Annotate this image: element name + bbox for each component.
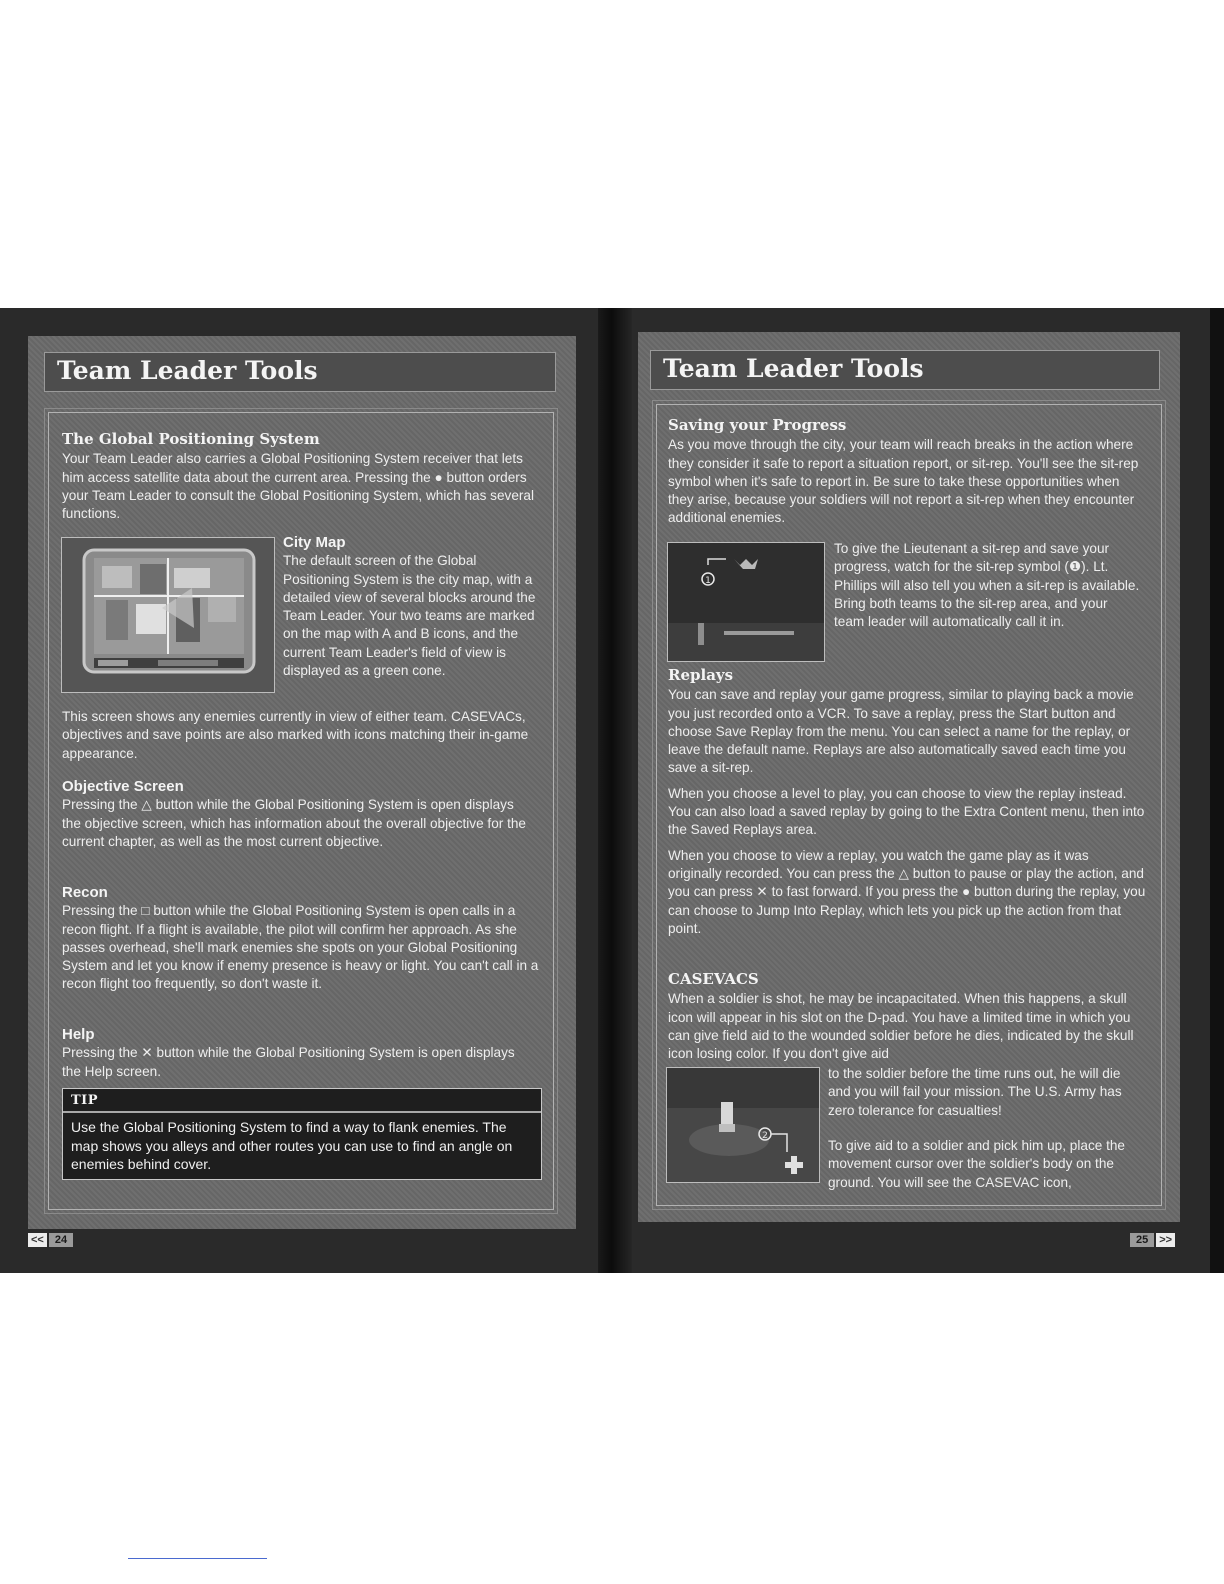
map-screen-note: This screen shows any enemies currently in view of either team. CASEVACs, objectives and save points are also marked with icons matching their in-game appearance. bbox=[62, 709, 529, 761]
objective-heading: Objective Screen bbox=[62, 778, 184, 795]
saving-body: As you move through the city, your team will reach breaks in the action where they consider it safe to report a situation report, or sit-rep. You'll see the sit-rep symbol when it's safe to report in. Be sure to take these opportunities when they arise, because your soldiers will not report a sit-rep when they encounter additional enemies. bbox=[668, 437, 1139, 526]
city-map-screenshot bbox=[61, 537, 275, 693]
replays-p3: When you choose to view a replay, you watch the game play as it was originally recorded. You can press the △ button to pause or play the action, and you can press ✕ to fast forward. If you press the ● button during the replay, you can choose to Jump Into Replay, which lets you pick up the action from that point. bbox=[668, 847, 1146, 936]
casevacs-aid: To give aid to a soldier and pick him up, place the movement cursor over the soldier's body on the ground. You will see the CASEVAC icon, bbox=[828, 1138, 1125, 1190]
tip-label: TIP bbox=[63, 1089, 541, 1113]
casevacs-heading: CASEVACS bbox=[668, 970, 759, 988]
city-map-section bbox=[283, 534, 545, 680]
left-page bbox=[0, 308, 598, 1273]
book-gutter bbox=[598, 308, 632, 1273]
city-map-heading: City Map bbox=[283, 534, 346, 551]
recon-heading: Recon bbox=[62, 884, 108, 901]
casevac-image bbox=[667, 1068, 819, 1182]
gps-section bbox=[62, 430, 538, 523]
replays-section bbox=[668, 666, 1146, 938]
page-edge bbox=[1210, 308, 1224, 1273]
right-panel bbox=[638, 332, 1180, 1222]
page-title: Team Leader Tools bbox=[44, 352, 556, 392]
sitrep-callout: 1 bbox=[705, 576, 711, 586]
objective-body: Pressing the △ button while the Global Positioning System is open displays the objective screen, which has information about the overall objective for the current chapter, as well as the most current objective. bbox=[62, 797, 526, 849]
right-page bbox=[632, 308, 1224, 1273]
city-map-body: The default screen of the Global Positioning System is the city map, with a detailed view of several blocks around the Team Leader. Your two teams are marked on the map with A and B icons, and the current Team Leader's field of view is displayed as a green cone. bbox=[283, 553, 536, 679]
casevacs-cont: to the soldier before the time runs out, he will die and you will fail your mission. The U.S. Army has zero tolerance for casualties! bbox=[828, 1066, 1122, 1118]
recon-section bbox=[62, 884, 542, 994]
replays-p2: When you choose a level to play, you can choose to view the replay instead. You can also load a saved replay by going to the Extra Content menu, then into the Saved Replays area. bbox=[668, 785, 1145, 838]
page-number: 24 bbox=[49, 1233, 73, 1247]
sitrep-image bbox=[668, 543, 824, 661]
tip-body: Use the Global Positioning System to find a way to flank enemies. The map shows you alleys and other routes you can use to find an angle on enemies behind cover. bbox=[71, 1119, 513, 1172]
casevacs-intro: When a soldier is shot, he may be incapacitated. When this happens, a skull icon will appear in his slot on the D-pad. You have a limited time in which you can give field aid to the wounded soldier before he dies, indicated by the skull icon losing color. If you don't give aid bbox=[668, 991, 1134, 1062]
casevacs-section bbox=[668, 970, 1146, 1063]
sitrep-screenshot bbox=[667, 542, 825, 662]
tip-box bbox=[62, 1088, 542, 1180]
next-page-arrow[interactable]: >> bbox=[1156, 1233, 1175, 1247]
prev-page-arrow[interactable]: << bbox=[28, 1233, 47, 1247]
replays-p1: You can save and replay your game progress, similar to playing back a movie you just recorded onto a VCR. To save a replay, press the Start button and choose Save Replay from the menu. You can select a name for the replay, or leave the default name. Replays are also automatically saved each time you save a sit-rep. bbox=[668, 687, 1134, 776]
page-title: Team Leader Tools bbox=[650, 350, 1160, 390]
folio-right bbox=[1128, 1233, 1175, 1247]
recon-body: Pressing the □ button while the Global Positioning System is open calls in a recon flight. If a flight is available, the pilot will confirm her approach. As she passes overhead, she'll mark enemies she spots on your Global Positioning System and let you know if enemy presence is heavy or light. You can't call in a recon flight too frequently, so don't waste it. bbox=[62, 903, 539, 992]
help-section bbox=[62, 1026, 532, 1081]
link-underline bbox=[128, 1558, 267, 1559]
saving-section bbox=[668, 416, 1146, 528]
folio-left bbox=[28, 1233, 75, 1247]
manual-spread bbox=[0, 308, 1224, 1273]
casevac-callout: 2 bbox=[762, 1131, 768, 1141]
gps-heading: The Global Positioning System bbox=[62, 430, 320, 448]
sitrep-note: To give the Lieutenant a sit-rep and save your progress, watch for the sit-rep symbol (❶). Lt. Phillips will also tell you when a sit-rep is available. Bring both teams to the sit-rep area, and your team leader will automatically call it in. bbox=[834, 541, 1140, 630]
help-body: Pressing the ✕ button while the Global Positioning System is open displays the Help screen. bbox=[62, 1045, 515, 1079]
gps-intro: Your Team Leader also carries a Global Positioning System receiver that lets him access satellite data about the current area. Pressing the ● button orders your Team Leader to consult the Global Positioning System, which has several functions. bbox=[62, 451, 535, 522]
replays-heading: Replays bbox=[668, 666, 734, 684]
objective-section bbox=[62, 778, 532, 851]
saving-heading: Saving your Progress bbox=[668, 416, 847, 434]
page-number: 25 bbox=[1130, 1233, 1154, 1247]
left-panel bbox=[28, 336, 576, 1229]
help-heading: Help bbox=[62, 1026, 95, 1043]
casevac-screenshot bbox=[666, 1067, 820, 1183]
city-map-image bbox=[62, 538, 274, 692]
